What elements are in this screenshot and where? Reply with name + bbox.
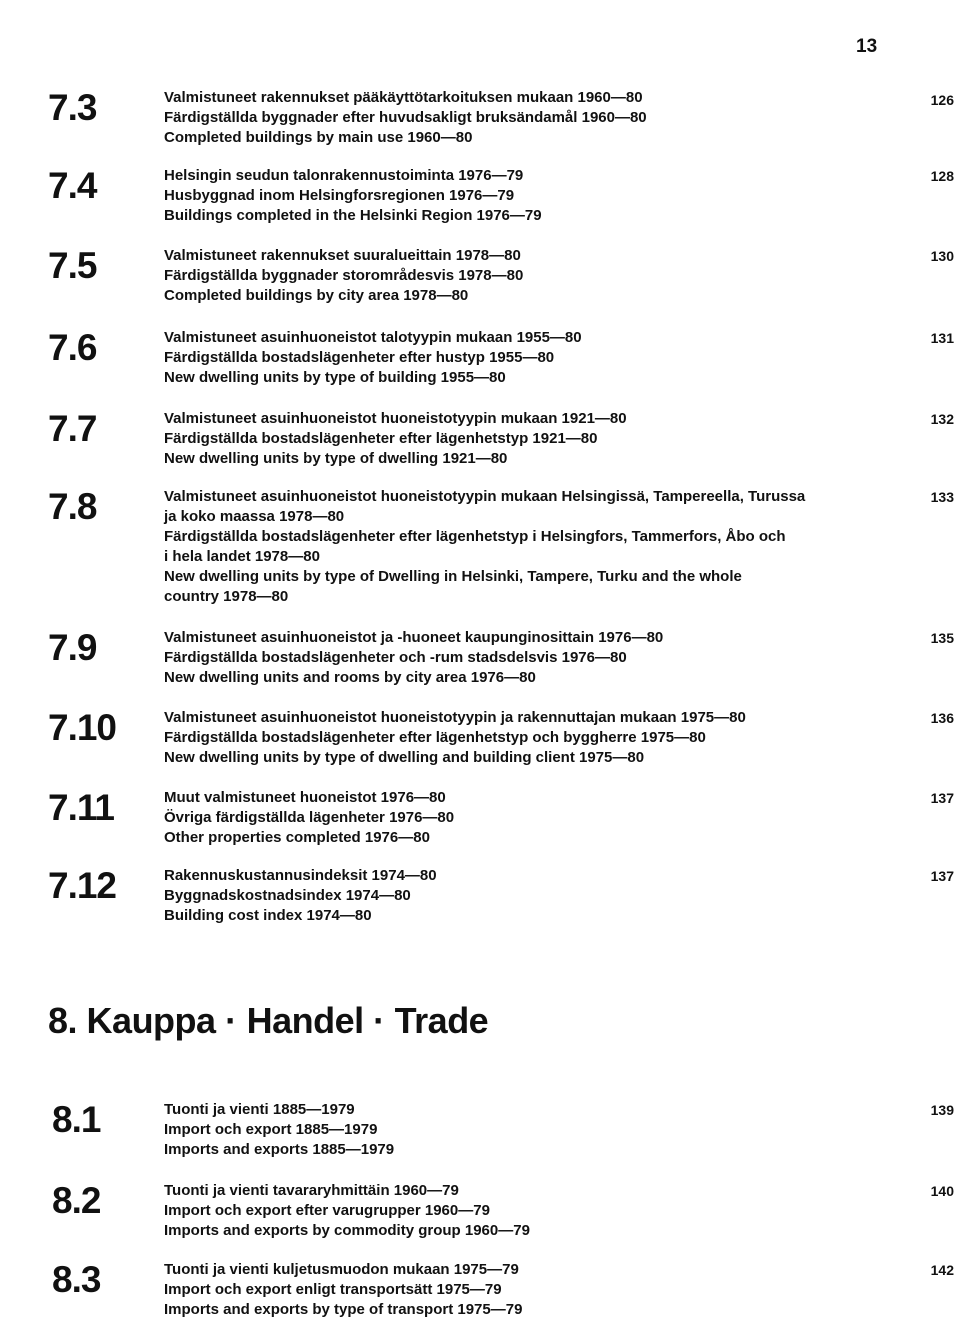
entry-page: 139: [930, 1102, 954, 1118]
entry-number: 7.11: [48, 787, 114, 828]
entry-number: 7.4: [48, 165, 97, 206]
title-finnish-cont: ja koko maassa 1978—80: [164, 508, 345, 525]
title-swedish: Färdigställda bostadslägenheter efter lägenhetstyp och byggherre 1975—80: [164, 729, 706, 746]
title-swedish: Import och export enligt transportsätt 1975—79: [164, 1281, 502, 1298]
section-separator: ·: [225, 1000, 238, 1041]
title-swedish: Husbyggnad inom Helsingforsregionen 1976—79: [164, 187, 515, 204]
entry-titles: [164, 788, 904, 848]
entry-page: 135: [930, 630, 954, 646]
entry-page: 130: [930, 248, 954, 264]
entry-titles: [164, 866, 904, 926]
title-finnish: Valmistuneet asuinhuoneistot huoneistotyypin ja rakennuttajan mukaan 1975—80: [164, 709, 746, 726]
title-swedish: Byggnadskostnadsindex 1974—80: [164, 887, 411, 904]
page-number: 13: [856, 36, 878, 57]
entry-page: 126: [930, 92, 954, 108]
title-english-cont: country 1978—80: [164, 588, 289, 605]
title-english: New dwelling units by type of building 1955—80: [164, 369, 506, 386]
entry-number: 7.7: [48, 408, 97, 449]
title-swedish: Färdigställda bostadslägenheter efter hustyp 1955—80: [164, 349, 555, 366]
section-title-english: Trade: [394, 1000, 489, 1041]
entry-titles: [164, 1181, 904, 1241]
title-finnish: Tuonti ja vienti kuljetusmuodon mukaan 1975—79: [164, 1261, 519, 1278]
title-finnish: Muut valmistuneet huoneistot 1976—80: [164, 789, 446, 806]
entry-number: 7.6: [48, 327, 97, 368]
title-finnish: Rakennuskustannusindeksit 1974—80: [164, 867, 437, 884]
entry-page: 142: [930, 1262, 954, 1278]
title-english: Buildings completed in the Helsinki Region 1976—79: [164, 207, 542, 224]
entry-number: 7.3: [48, 87, 97, 128]
title-finnish: Valmistuneet asuinhuoneistot ja -huoneet kaupunginosittain 1976—80: [164, 629, 664, 646]
title-english: Completed buildings by city area 1978—80: [164, 287, 469, 304]
section-title-swedish: Handel: [246, 1000, 364, 1041]
entry-page: 140: [930, 1183, 954, 1199]
title-english: New dwelling units and rooms by city area 1976—80: [164, 669, 536, 686]
title-finnish: Tuonti ja vienti 1885—1979: [164, 1101, 355, 1118]
title-swedish: Import och export 1885—1979: [164, 1121, 378, 1138]
title-finnish: Valmistuneet asuinhuoneistot talotyypin mukaan 1955—80: [164, 329, 582, 346]
entry-number: 7.8: [48, 486, 97, 527]
section-separator: ·: [373, 1000, 386, 1041]
entry-titles: [164, 487, 904, 607]
title-english: Imports and exports by commodity group 1960—79: [164, 1222, 530, 1239]
entry-page: 133: [930, 489, 954, 505]
entry-page: 136: [930, 710, 954, 726]
title-english: Imports and exports by type of transport 1975—79: [164, 1301, 523, 1318]
entry-page: 137: [930, 790, 954, 806]
title-english: Building cost index 1974—80: [164, 907, 372, 924]
entry-titles: [164, 88, 904, 148]
title-english: Other properties completed 1976—80: [164, 829, 430, 846]
title-finnish: Valmistuneet rakennukset pääkäyttötarkoituksen mukaan 1960—80: [164, 89, 643, 106]
title-english: Imports and exports 1885—1979: [164, 1141, 395, 1158]
title-swedish: Övriga färdigställda lägenheter 1976—80: [164, 809, 455, 826]
title-swedish: Färdigställda byggnader efter huvudsakligt bruksändamål 1960—80: [164, 109, 647, 126]
section-title-finnish: Kauppa: [86, 1000, 216, 1041]
entry-titles: [164, 628, 904, 688]
title-swedish: Import och export efter varugrupper 1960—79: [164, 1202, 490, 1219]
entry-number: 7.9: [48, 627, 97, 668]
entry-titles: [164, 166, 904, 226]
entry-titles: [164, 708, 904, 768]
title-swedish: Färdigställda bostadslägenheter efter lägenhetstyp 1921—80: [164, 430, 598, 447]
title-swedish: Färdigställda byggnader storområdesvis 1978—80: [164, 267, 524, 284]
entry-number: 7.5: [48, 245, 97, 286]
entry-titles: [164, 409, 904, 469]
entry-number: 8.2: [52, 1180, 101, 1221]
entry-page: 132: [930, 411, 954, 427]
entry-titles: [164, 246, 904, 306]
section-number: 8.: [48, 1000, 78, 1041]
title-english: New dwelling units by type of Dwelling in Helsinki, Tampere, Turku and the whole: [164, 568, 742, 585]
entry-number: 7.12: [48, 865, 117, 906]
title-swedish-cont: i hela landet 1978—80: [164, 548, 320, 565]
title-finnish: Valmistuneet asuinhuoneistot huoneistotyypin mukaan 1921—80: [164, 410, 627, 427]
title-swedish: Färdigställda bostadslägenheter efter lägenhetstyp i Helsingfors, Tammerfors, Åbo och: [164, 528, 786, 545]
title-finnish: Valmistuneet asuinhuoneistot huoneistotyypin mukaan Helsingissä, Tampereella, Turussa: [164, 488, 806, 505]
title-english: New dwelling units by type of dwelling 1921—80: [164, 450, 508, 467]
title-finnish: Helsingin seudun talonrakennustoiminta 1976—79: [164, 167, 524, 184]
entry-titles: [164, 1260, 904, 1320]
entry-page: 137: [930, 868, 954, 884]
entry-number: 8.3: [52, 1259, 101, 1300]
entry-page: 128: [930, 168, 954, 184]
title-finnish: Valmistuneet rakennukset suuralueittain 1978—80: [164, 247, 521, 264]
section-heading: [48, 1000, 488, 1042]
title-english: Completed buildings by main use 1960—80: [164, 129, 473, 146]
title-english: New dwelling units by type of dwelling and building client 1975—80: [164, 749, 645, 766]
title-swedish: Färdigställda bostadslägenheter och -rum stadsdelsvis 1976—80: [164, 649, 627, 666]
entry-titles: [164, 328, 904, 388]
title-finnish: Tuonti ja vienti tavararyhmittäin 1960—79: [164, 1182, 459, 1199]
entry-titles: [164, 1100, 904, 1160]
entry-page: 131: [930, 330, 954, 346]
entry-number: 7.10: [48, 707, 117, 748]
entry-number: 8.1: [52, 1099, 101, 1140]
